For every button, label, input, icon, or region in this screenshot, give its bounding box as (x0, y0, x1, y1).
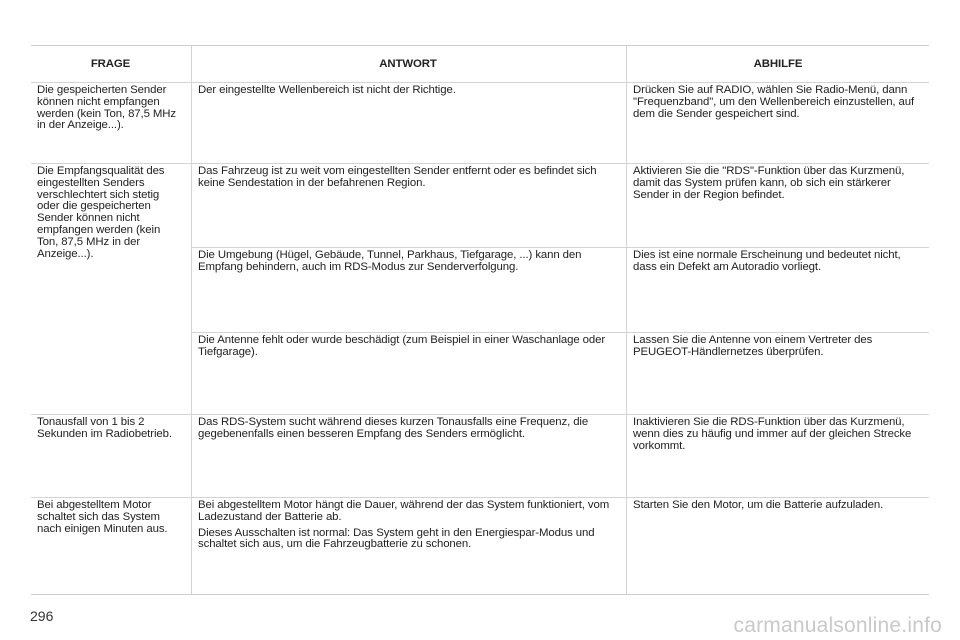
remedy-cell: Inaktivieren Sie die RDS-Funktion über das Kurzmenü, wenn dies zu häufig und immer auf der gleichen Strecke vorkommt. (633, 416, 912, 452)
answer-cell (192, 498, 624, 594)
watermark: carmanualsonline.info (733, 614, 942, 637)
header-answer: ANTWORT (379, 58, 437, 70)
table-row (31, 248, 929, 332)
remedy-cell: Starten Sie den Motor, um die Batterie aufzuladen. (633, 499, 884, 511)
question-cell: Bei abgestelltem Motor schaltet sich das System nach einigen Minuten aus. (37, 499, 168, 535)
answer-cell: Das Fahrzeug ist zu weit vom eingestellten Sender entfernt oder es befindet sich keine Sendestation in der befahrenen Region. (198, 165, 597, 189)
remedy-cell: Aktivieren Sie die "RDS"-Funktion über das Kurzmenü, damit das System prüfen kann, ob sich ein stärkerer Sender in der Region befindet. (633, 165, 905, 201)
question-cell: Tonausfall von 1 bis 2 Sekunden im Radiobetrieb. (37, 416, 172, 440)
question-cell: Die gespeicherten Sender können nicht empfangen werden (kein Ton, 87,5 MHz in der Anzeige...). (37, 84, 177, 132)
table-row (31, 164, 929, 247)
page-number: 296 (30, 608, 54, 624)
answer-cell: Die Umgebung (Hügel, Gebäude, Tunnel, Parkhaus, Tiefgarage, ...) kann den Empfang behindern, auch im RDS-Modus zur Senderverfolgung. (198, 249, 582, 273)
remedy-cell: Lassen Sie die Antenne von einem Vertreter des PEUGEOT-Händlernetzes überprüfen. (633, 334, 873, 358)
answer-paragraph: Bei abgestelltem Motor hängt die Dauer, während der das System funktioniert, vom Ladezustand der Batterie ab. (198, 499, 610, 523)
question-cell: Die Empfangsqualität des eingestellten Senders verschlechtert sich stetig oder die gespeicherten Sender können nicht empfangen werden (kein Ton, 87,5 MHz in der Anzeige...). (37, 165, 165, 260)
answer-cell: Der eingestellte Wellenbereich ist nicht der Richtige. (198, 84, 456, 96)
answer-cell: Die Antenne fehlt oder wurde beschädigt (zum Beispiel in einer Waschanlage oder Tiefgarage). (198, 334, 606, 358)
answer-paragraph: Dieses Ausschalten ist normal: Das System geht in den Energiespar-Modus und schaltet sich aus, um die Fahrzeugbatterie zu schonen. (198, 526, 595, 551)
header-question: FRAGE (90, 58, 131, 70)
faq-table (31, 45, 929, 595)
answer-cell: Das RDS-System sucht während dieses kurzen Tonausfalls eine Frequenz, die gegebenenfalls einen besseren Empfang des Senders ermöglicht. (198, 416, 589, 440)
table-row (31, 415, 929, 497)
remedy-cell: Dies ist eine normale Erscheinung und bedeutet nicht, dass ein Defekt am Autoradio vorliegt. (633, 249, 901, 273)
table-row (31, 498, 929, 594)
remedy-cell: Drücken Sie auf RADIO, wählen Sie Radio-Menü, dann "Frequenzband", um den Wellenbereich einzustellen, auf dem die Sender gespeichert sind. (633, 84, 915, 120)
header-remedy: ABHILFE (753, 58, 803, 70)
table-row (31, 83, 929, 163)
table-header-row (31, 46, 929, 82)
table-row (31, 333, 929, 414)
